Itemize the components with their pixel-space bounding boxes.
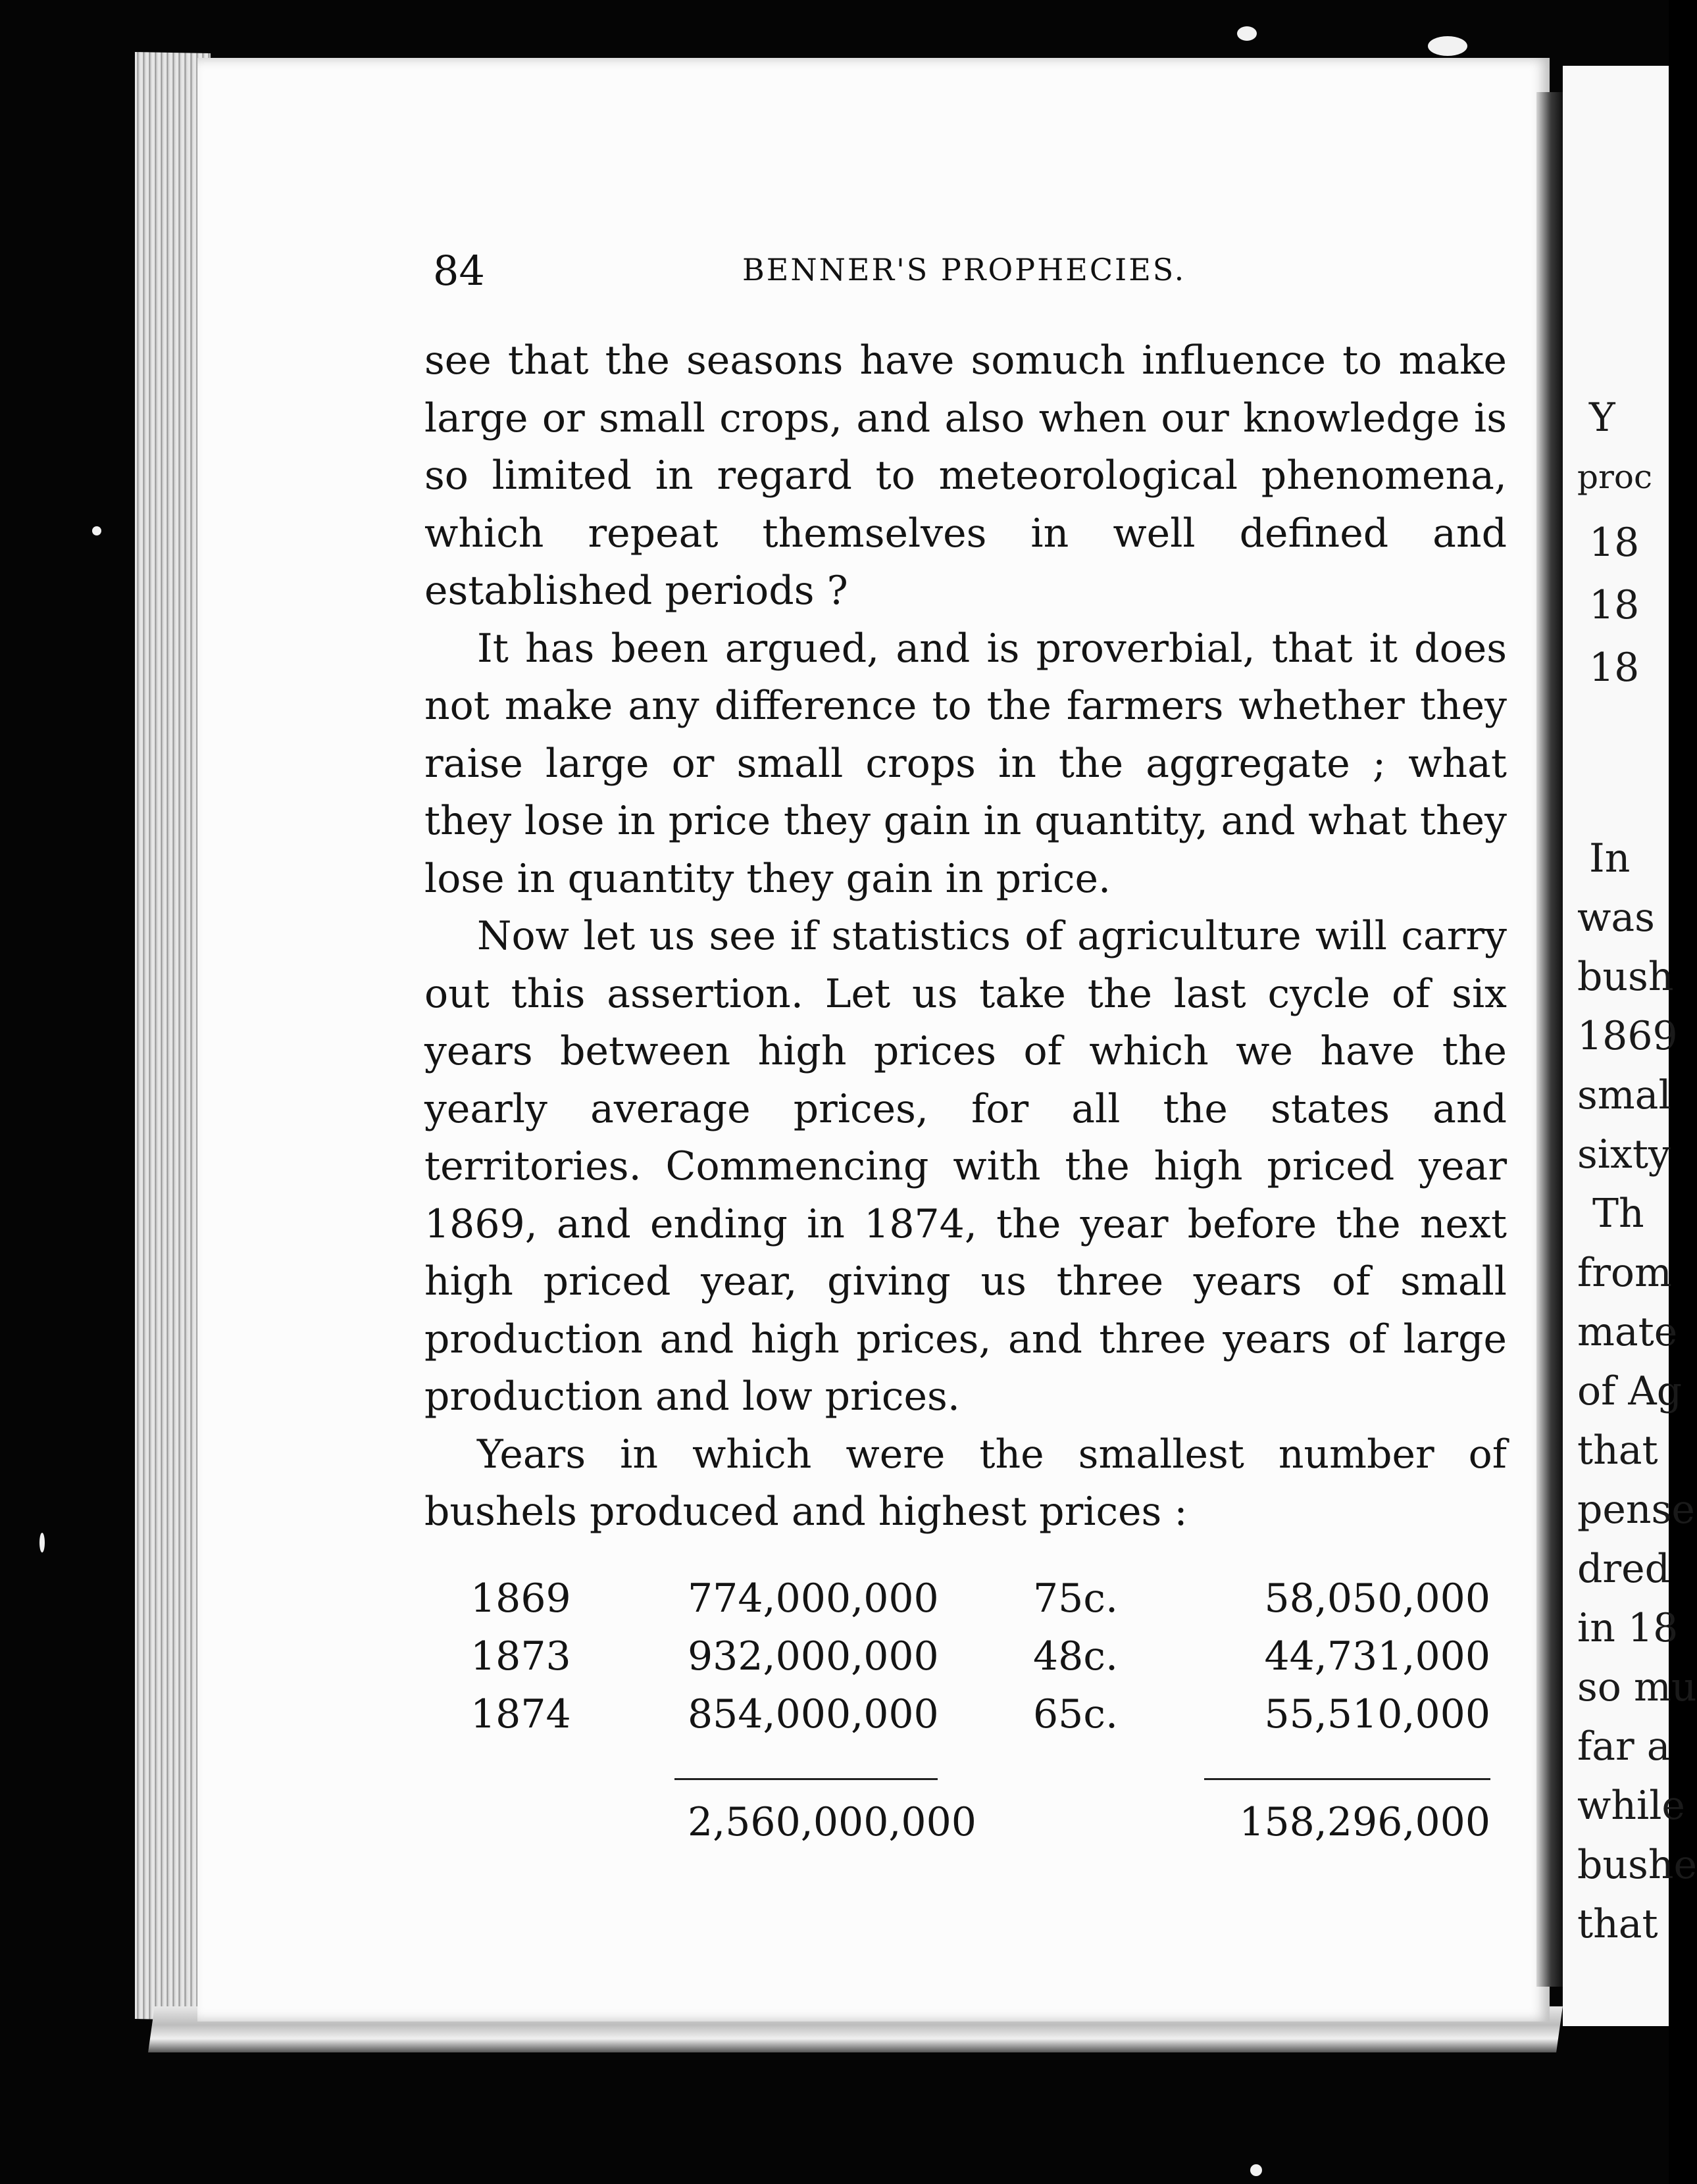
page-header xyxy=(433,247,1512,299)
scan-speck xyxy=(1428,36,1467,56)
facing-fragment: bush xyxy=(1577,954,1674,1000)
facing-fragment: bushe xyxy=(1577,1842,1697,1888)
facing-fragment: Y xyxy=(1589,395,1615,441)
facing-fragment: smal xyxy=(1577,1072,1671,1118)
facing-fragment: so mu xyxy=(1577,1664,1697,1710)
sum-rule-bushels xyxy=(674,1778,938,1780)
scan-speck xyxy=(92,526,101,535)
facing-fragment: 18 xyxy=(1589,520,1640,566)
value-cell: 55,510,000 xyxy=(1264,1691,1490,1737)
total-value-cell: 158,296,000 xyxy=(1239,1799,1490,1845)
facing-fragment: while xyxy=(1577,1783,1685,1829)
paragraph: Now let us see if statistics of agriculture will carry out this assertion. Let us take the last cycle of six years between high prices of which we have the yearly average prices, for all the states and territories. Commencing with the high priced year 1869, and ending in 1874, the year before the next high priced year, giving us three years of small production and high prices, and three years of large production and low prices. xyxy=(424,913,1507,1420)
table-row xyxy=(424,1576,1507,1633)
facing-fragment: pense xyxy=(1577,1487,1695,1533)
scan-speck xyxy=(1250,2164,1262,2176)
table-row xyxy=(424,1691,1507,1749)
facing-fragment: mate xyxy=(1577,1309,1678,1355)
facing-fragment: 18 xyxy=(1589,582,1640,628)
year-cell: 1869 xyxy=(470,1576,571,1622)
bushels-cell: 854,000,000 xyxy=(688,1691,939,1737)
year-cell: 1873 xyxy=(470,1633,571,1679)
table-row xyxy=(424,1633,1507,1691)
paragraph: see that the seasons have somuch influence to make large or small crops, and also when our knowledge is so limited in regard to meteorological phenomena, which repeat themselves in well defined and established periods ? xyxy=(424,337,1507,614)
facing-fragment: 1869 xyxy=(1577,1013,1678,1059)
facing-fragment: dred xyxy=(1577,1546,1671,1592)
value-cell: 58,050,000 xyxy=(1264,1576,1490,1622)
bushels-cell: 932,000,000 xyxy=(688,1633,939,1679)
sum-rule-value xyxy=(1204,1778,1490,1780)
price-cell: 48c. xyxy=(1033,1633,1119,1679)
scan-speck xyxy=(39,1533,45,1552)
price-cell: 75c. xyxy=(1033,1576,1119,1622)
totals-row xyxy=(424,1799,1507,1857)
facing-fragment: proc xyxy=(1577,458,1653,496)
facing-fragment: Th xyxy=(1592,1191,1644,1237)
facing-fragment: that xyxy=(1577,1901,1658,1947)
facing-fragment: from xyxy=(1577,1250,1672,1296)
body-text xyxy=(424,332,1507,1541)
price-cell: 65c. xyxy=(1033,1691,1119,1737)
scan-speck xyxy=(1237,26,1257,41)
facing-fragment: that xyxy=(1577,1427,1658,1474)
facing-fragment: In xyxy=(1589,835,1631,881)
facing-fragment: was xyxy=(1577,895,1655,941)
book-gutter xyxy=(1536,92,1563,1987)
running-head: BENNER'S PROPHECIES. xyxy=(742,252,1186,287)
facing-fragment: 18 xyxy=(1589,645,1640,691)
facing-fragment: far a xyxy=(1577,1724,1671,1770)
facing-page xyxy=(1563,66,1697,2026)
bushels-cell: 774,000,000 xyxy=(688,1576,939,1622)
facing-fragment: in 18 xyxy=(1577,1605,1679,1651)
value-cell: 44,731,000 xyxy=(1264,1633,1490,1679)
page-number: 84 xyxy=(433,247,485,295)
year-cell: 1874 xyxy=(470,1691,571,1737)
facing-fragment: sixty xyxy=(1577,1131,1671,1178)
total-bushels-cell: 2,560,000,000 xyxy=(688,1799,976,1845)
paragraph: It has been argued, and is proverbial, that it does not make any difference to the farmers whether they raise large or small crops in the aggregate ; what they lose in price they gain in quantity, and what they lose in quantity they gain in price. xyxy=(424,625,1507,902)
paragraph: Years in which were the smallest number of bushels produced and highest prices : xyxy=(424,1431,1507,1535)
statistics-table xyxy=(424,1576,1507,1845)
facing-fragment: of Ag xyxy=(1577,1368,1683,1414)
